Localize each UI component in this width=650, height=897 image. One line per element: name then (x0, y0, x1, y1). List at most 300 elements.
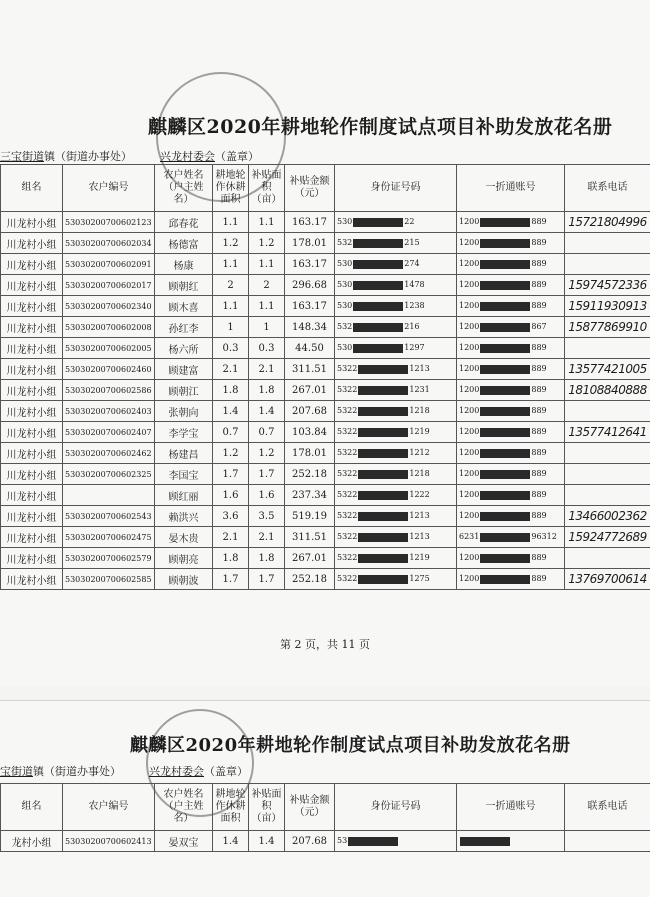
cell-name: 顾朝波 (155, 569, 213, 590)
cell-group: 川龙村小组 (1, 212, 63, 233)
id-number (335, 548, 457, 569)
id-number (335, 296, 457, 317)
cell-phone: 15911930913 (565, 296, 650, 317)
account-number (457, 422, 565, 443)
cell-amount: 296.68 (285, 275, 335, 296)
cell-name: 顾朝亮 (155, 548, 213, 569)
cell-area: 1.8 (213, 380, 249, 401)
cell-phone (565, 548, 650, 569)
redaction-bar (480, 323, 530, 332)
cell-code: 53030200700602585 (63, 569, 155, 590)
table-row (1, 527, 650, 548)
account-number-prefix: 1200 (459, 406, 479, 415)
id-number (335, 380, 457, 401)
cell-name: 晏木贵 (155, 527, 213, 548)
account-number (457, 212, 565, 233)
account-number-suffix: 889 (531, 553, 546, 562)
cell-sub-area: 1.2 (249, 443, 285, 464)
cell-area: 1.2 (213, 233, 249, 254)
cell-name: 李学宝 (155, 422, 213, 443)
account-number-prefix: 1200 (459, 469, 479, 478)
cell-sub-area: 1.8 (249, 548, 285, 569)
cell-amount: 44.50 (285, 338, 335, 359)
id-number (335, 317, 457, 338)
id-number (335, 831, 457, 852)
cell-sub-area: 1.1 (249, 254, 285, 275)
cell-code: 53030200700602413 (63, 831, 155, 852)
cell-area: 2 (213, 275, 249, 296)
cell-phone: 18108840888 (565, 380, 650, 401)
table-header-row (1, 784, 650, 831)
cell-sub-area: 2 (249, 275, 285, 296)
cell-group: 川龙村小组 (1, 464, 63, 485)
redaction-bar (353, 260, 403, 269)
account-number-suffix: 889 (531, 364, 546, 373)
id-number-prefix: 5322 (337, 532, 357, 541)
cell-amount: 311.51 (285, 527, 335, 548)
id-number-prefix: 5322 (337, 448, 357, 457)
table-row (1, 443, 650, 464)
id-number (335, 506, 457, 527)
id-number-suffix: 1219 (409, 427, 429, 436)
redaction-bar (353, 281, 403, 290)
account-number-prefix: 1200 (459, 343, 479, 352)
id-number-prefix: 5322 (337, 427, 357, 436)
roster-table (0, 783, 650, 852)
id-number-suffix: 1222 (409, 490, 429, 499)
cell-name: 邱春花 (155, 212, 213, 233)
cell-area: 0.3 (213, 338, 249, 359)
id-number-suffix: 1238 (404, 301, 424, 310)
table-row (1, 831, 650, 852)
id-number (335, 443, 457, 464)
cell-phone (565, 464, 650, 485)
table-row (1, 506, 650, 527)
id-number-prefix: 530 (337, 217, 352, 226)
cell-area: 1.6 (213, 485, 249, 506)
column-header: 身份证号码 (335, 165, 457, 212)
redaction-bar (358, 365, 408, 374)
page-footer: 第 2 页，共 11 页 (0, 636, 650, 652)
id-number (335, 338, 457, 359)
id-number-prefix: 5322 (337, 406, 357, 415)
cell-name: 顾建富 (155, 359, 213, 380)
issuing-unit-line (0, 763, 248, 779)
id-number (335, 527, 457, 548)
id-number-suffix: 215 (404, 238, 419, 247)
column-header: 联系电话 (565, 784, 650, 831)
cell-area: 1.1 (213, 296, 249, 317)
cell-sub-area: 1.4 (249, 831, 285, 852)
account-number (457, 275, 565, 296)
id-number (335, 254, 457, 275)
township-name: 三宝街道 (0, 150, 44, 163)
township-suffix: 镇（街道办事处） (33, 765, 121, 778)
redaction-bar (353, 218, 403, 227)
id-number-suffix: 1478 (404, 280, 424, 289)
cell-phone: 13577421005 (565, 359, 650, 380)
cell-group: 川龙村小组 (1, 443, 63, 464)
cell-group: 川龙村小组 (1, 527, 63, 548)
table-row (1, 233, 650, 254)
cell-phone (565, 485, 650, 506)
id-number-suffix: 1213 (409, 532, 429, 541)
id-number-suffix: 1231 (409, 385, 429, 394)
cell-code: 53030200700602123 (63, 212, 155, 233)
cell-code: 53030200700602462 (63, 443, 155, 464)
account-number-prefix: 1200 (459, 217, 479, 226)
cell-area: 1.4 (213, 401, 249, 422)
cell-code: 53030200700602586 (63, 380, 155, 401)
cell-amount: 252.18 (285, 464, 335, 485)
id-number-prefix: 5322 (337, 511, 357, 520)
cell-sub-area: 1.6 (249, 485, 285, 506)
cell-group: 川龙村小组 (1, 233, 63, 254)
cell-area: 1.1 (213, 254, 249, 275)
column-header: 农户姓名（户主姓名） (155, 165, 213, 212)
account-number-prefix: 1200 (459, 574, 479, 583)
account-number (457, 338, 565, 359)
column-header: 补贴面积（亩） (249, 165, 285, 212)
column-header: 耕地轮作休耕面积 (213, 784, 249, 831)
cell-area: 1.7 (213, 464, 249, 485)
redaction-bar (460, 837, 510, 846)
account-number (457, 527, 565, 548)
account-number-prefix: 1200 (459, 259, 479, 268)
redaction-bar (480, 302, 530, 311)
cell-phone: 13769700614 (565, 569, 650, 590)
cell-sub-area: 1.8 (249, 380, 285, 401)
village-suffix: （盖章） (204, 765, 248, 778)
id-number-prefix: 532 (337, 238, 352, 247)
account-number-prefix: 1200 (459, 301, 479, 310)
account-number (457, 380, 565, 401)
cell-phone: 13577412641 (565, 422, 650, 443)
cell-phone: 13466002362 (565, 506, 650, 527)
page-title: 麒麟区2020年耕地轮作制度试点项目补助发放花名册 (148, 112, 612, 139)
cell-sub-area: 1.4 (249, 401, 285, 422)
account-number (457, 443, 565, 464)
redaction-bar (358, 407, 408, 416)
account-number (457, 401, 565, 422)
cell-area: 1.7 (213, 569, 249, 590)
cell-area: 2.1 (213, 359, 249, 380)
table-row (1, 401, 650, 422)
redaction-bar (358, 554, 408, 563)
table-row (1, 212, 650, 233)
redaction-bar (480, 428, 530, 437)
cell-group: 川龙村小组 (1, 275, 63, 296)
column-header: 一折通账号 (457, 784, 565, 831)
cell-code: 53030200700602579 (63, 548, 155, 569)
account-number (457, 464, 565, 485)
column-header: 农户编号 (63, 165, 155, 212)
cell-phone (565, 338, 650, 359)
cell-sub-area: 2.1 (249, 359, 285, 380)
id-number-suffix: 1218 (409, 406, 429, 415)
cell-phone (565, 443, 650, 464)
cell-code: 53030200700602008 (63, 317, 155, 338)
cell-group: 川龙村小组 (1, 401, 63, 422)
cell-code: 53030200700602475 (63, 527, 155, 548)
redaction-bar (480, 512, 530, 521)
redaction-bar (353, 302, 403, 311)
redaction-bar (480, 407, 530, 416)
table-row (1, 296, 650, 317)
redaction-bar (353, 323, 403, 332)
cell-code: 53030200700602460 (63, 359, 155, 380)
cell-name: 顾红丽 (155, 485, 213, 506)
cell-phone (565, 401, 650, 422)
cell-sub-area: 1.2 (249, 233, 285, 254)
cell-sub-area: 0.7 (249, 422, 285, 443)
redaction-bar (480, 449, 530, 458)
cell-code: 53030200700602407 (63, 422, 155, 443)
id-number-prefix: 532 (337, 322, 352, 331)
redaction-bar (358, 386, 408, 395)
account-number (457, 485, 565, 506)
cell-code: 53030200700602005 (63, 338, 155, 359)
id-number-prefix: 5322 (337, 553, 357, 562)
cell-group: 川龙村小组 (1, 359, 63, 380)
id-number-prefix: 5322 (337, 364, 357, 373)
table-row (1, 338, 650, 359)
column-header: 补贴面积（亩） (249, 784, 285, 831)
column-header: 联系电话 (565, 165, 650, 212)
id-number-prefix: 5322 (337, 574, 357, 583)
column-header: 农户编号 (63, 784, 155, 831)
id-number (335, 569, 457, 590)
village-name: 兴龙村委会 (149, 765, 204, 778)
redaction-bar (480, 281, 530, 290)
redaction-bar (480, 365, 530, 374)
column-header: 农户姓名（户主姓名） (155, 784, 213, 831)
account-number (457, 506, 565, 527)
account-number (457, 359, 565, 380)
id-number-suffix: 1213 (409, 364, 429, 373)
cell-group: 川龙村小组 (1, 296, 63, 317)
roster-table (0, 164, 650, 590)
redaction-bar (480, 386, 530, 395)
cell-area: 0.7 (213, 422, 249, 443)
cell-sub-area: 1.1 (249, 212, 285, 233)
cell-name: 顾朝江 (155, 380, 213, 401)
account-number-suffix: 889 (531, 490, 546, 499)
id-number (335, 233, 457, 254)
account-number-prefix: 1200 (459, 238, 479, 247)
account-number-prefix: 1200 (459, 427, 479, 436)
cell-sub-area: 2.1 (249, 527, 285, 548)
cell-amount: 163.17 (285, 212, 335, 233)
cell-amount: 267.01 (285, 380, 335, 401)
cell-name: 杨康 (155, 254, 213, 275)
cell-code: 53030200700602017 (63, 275, 155, 296)
cell-code: 53030200700602034 (63, 233, 155, 254)
account-number-prefix: 1200 (459, 490, 479, 499)
account-number (457, 296, 565, 317)
table-row (1, 254, 650, 275)
redaction-bar (358, 575, 408, 584)
column-header: 耕地轮作休耕面积 (213, 165, 249, 212)
id-number-prefix: 530 (337, 301, 352, 310)
account-number-suffix: 889 (531, 280, 546, 289)
column-header: 补贴金额（元） (285, 165, 335, 212)
township-name: 宝街道 (0, 765, 33, 778)
cell-name: 顾木喜 (155, 296, 213, 317)
account-number-suffix: 889 (531, 343, 546, 352)
account-number (457, 569, 565, 590)
id-number (335, 401, 457, 422)
column-header: 身份证号码 (335, 784, 457, 831)
cell-amount: 163.17 (285, 254, 335, 275)
account-number-suffix: 889 (531, 301, 546, 310)
cell-area: 1.4 (213, 831, 249, 852)
column-header: 组名 (1, 784, 63, 831)
cell-name: 孙红李 (155, 317, 213, 338)
id-number (335, 275, 457, 296)
account-number-prefix: 6231 (459, 532, 479, 541)
cell-amount: 311.51 (285, 359, 335, 380)
cell-group: 龙村小组 (1, 831, 63, 852)
village-name: 兴龙村委会 (160, 150, 215, 163)
id-number-suffix: 274 (404, 259, 419, 268)
cell-phone: 15877869910 (565, 317, 650, 338)
redaction-bar (480, 575, 530, 584)
account-number-suffix: 889 (531, 511, 546, 520)
redaction-bar (353, 344, 403, 353)
account-number-suffix: 889 (531, 217, 546, 226)
cell-name: 张朝向 (155, 401, 213, 422)
column-header: 一折通账号 (457, 165, 565, 212)
table-header-row (1, 165, 650, 212)
table-row (1, 380, 650, 401)
cell-name: 赖洪兴 (155, 506, 213, 527)
cell-name: 杨六所 (155, 338, 213, 359)
cell-name: 晏双宝 (155, 831, 213, 852)
cell-amount: 163.17 (285, 296, 335, 317)
cell-amount: 267.01 (285, 548, 335, 569)
redaction-bar (358, 533, 408, 542)
account-number-prefix: 1200 (459, 553, 479, 562)
cell-group: 川龙村小组 (1, 569, 63, 590)
redaction-bar (480, 533, 530, 542)
id-number-prefix: 530 (337, 343, 352, 352)
account-number-prefix: 1200 (459, 448, 479, 457)
cell-code: 53030200700602325 (63, 464, 155, 485)
redaction-bar (480, 554, 530, 563)
cell-amount: 237.34 (285, 485, 335, 506)
table-row (1, 548, 650, 569)
roster-page-2 (0, 700, 650, 897)
cell-phone (565, 831, 650, 852)
account-number (457, 254, 565, 275)
cell-amount: 207.68 (285, 831, 335, 852)
cell-amount: 103.84 (285, 422, 335, 443)
table-row (1, 464, 650, 485)
account-number (457, 831, 565, 852)
table-row (1, 422, 650, 443)
id-number (335, 359, 457, 380)
redaction-bar (358, 470, 408, 479)
cell-sub-area: 3.5 (249, 506, 285, 527)
cell-code: 53030200700602403 (63, 401, 155, 422)
cell-amount: 519.19 (285, 506, 335, 527)
account-number-prefix: 1200 (459, 280, 479, 289)
cell-sub-area: 1 (249, 317, 285, 338)
table-row (1, 359, 650, 380)
redaction-bar (358, 491, 408, 500)
account-number-suffix: 889 (531, 574, 546, 583)
id-number-suffix: 1275 (409, 574, 429, 583)
cell-phone (565, 254, 650, 275)
cell-group: 川龙村小组 (1, 380, 63, 401)
cell-sub-area: 1.7 (249, 464, 285, 485)
id-number-prefix: 53 (337, 836, 347, 845)
cell-name: 顾朝红 (155, 275, 213, 296)
redaction-bar (358, 512, 408, 521)
account-number-suffix: 889 (531, 385, 546, 394)
cell-code (63, 485, 155, 506)
cell-area: 1.2 (213, 443, 249, 464)
cell-group: 川龙村小组 (1, 338, 63, 359)
account-number-suffix: 96312 (531, 532, 556, 541)
account-number-suffix: 889 (531, 406, 546, 415)
cell-group: 川龙村小组 (1, 506, 63, 527)
cell-amount: 178.01 (285, 443, 335, 464)
account-number-prefix: 1200 (459, 322, 479, 331)
cell-amount: 207.68 (285, 401, 335, 422)
id-number-prefix: 530 (337, 280, 352, 289)
account-number-suffix: 889 (531, 448, 546, 457)
cell-code: 53030200700602340 (63, 296, 155, 317)
cell-area: 2.1 (213, 527, 249, 548)
id-number-suffix: 1213 (409, 511, 429, 520)
cell-name: 杨德富 (155, 233, 213, 254)
cell-phone: 15721804996 (565, 212, 650, 233)
id-number-suffix: 1297 (404, 343, 424, 352)
cell-group: 川龙村小组 (1, 254, 63, 275)
village-suffix: （盖章） (215, 150, 259, 163)
redaction-bar (480, 218, 530, 227)
id-number-prefix: 5322 (337, 490, 357, 499)
redaction-bar (358, 449, 408, 458)
account-number (457, 233, 565, 254)
id-number-prefix: 530 (337, 259, 352, 268)
cell-area: 3.6 (213, 506, 249, 527)
id-number-suffix: 22 (404, 217, 414, 226)
cell-phone: 15924772689 (565, 527, 650, 548)
cell-sub-area: 1.1 (249, 296, 285, 317)
id-number (335, 212, 457, 233)
account-number-suffix: 867 (531, 322, 546, 331)
account-number-prefix: 1200 (459, 385, 479, 394)
id-number-suffix: 1212 (409, 448, 429, 457)
cell-code: 53030200700602543 (63, 506, 155, 527)
id-number-suffix: 1219 (409, 553, 429, 562)
issuing-unit-line (0, 148, 259, 164)
table-row (1, 569, 650, 590)
cell-sub-area: 0.3 (249, 338, 285, 359)
account-number-prefix: 1200 (459, 364, 479, 373)
redaction-bar (358, 428, 408, 437)
cell-group: 川龙村小组 (1, 422, 63, 443)
cell-group: 川龙村小组 (1, 548, 63, 569)
column-header: 组名 (1, 165, 63, 212)
account-number (457, 548, 565, 569)
redaction-bar (480, 239, 530, 248)
table-row (1, 317, 650, 338)
cell-area: 1 (213, 317, 249, 338)
